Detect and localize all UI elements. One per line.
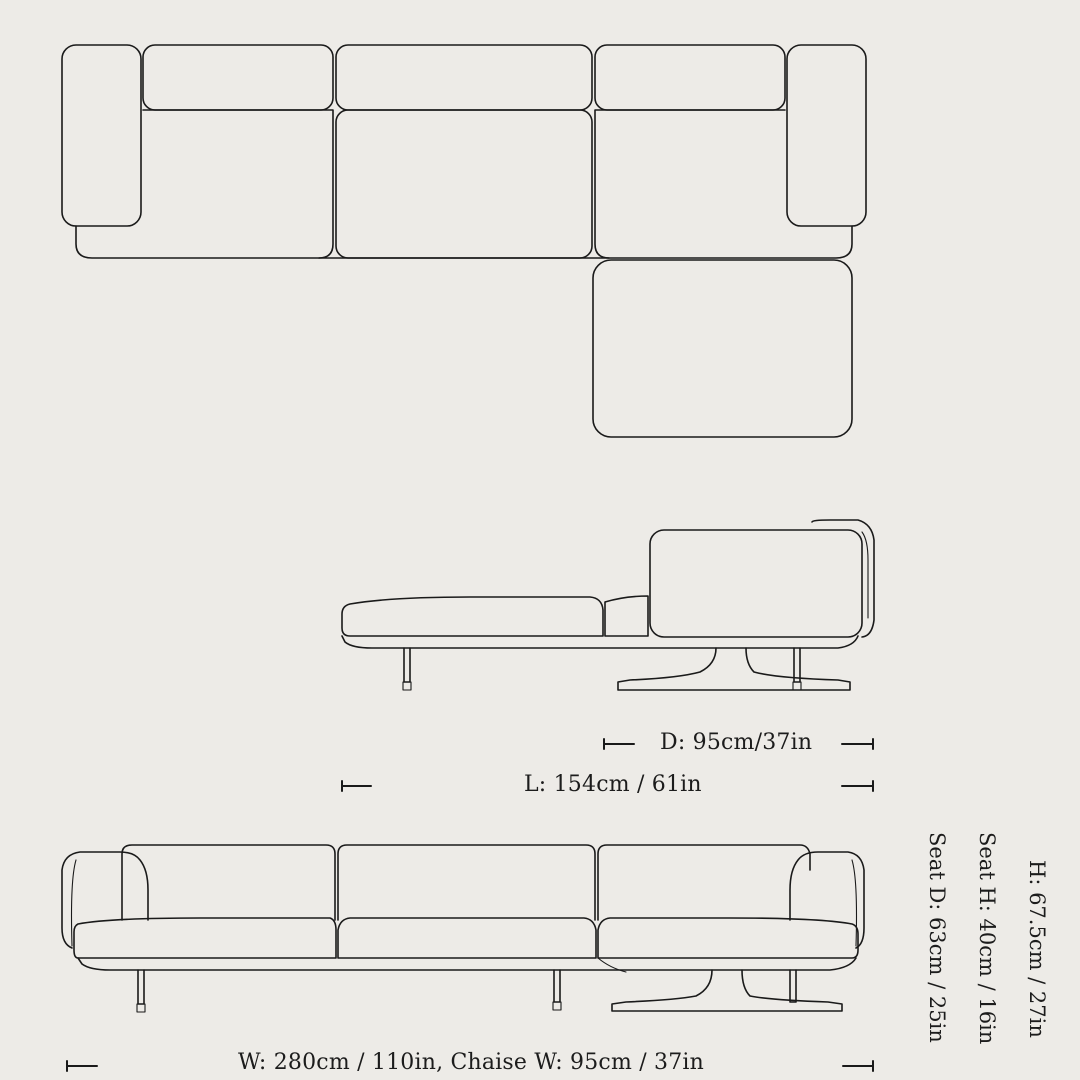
length-dim-left (342, 781, 371, 791)
front-pedestal (612, 970, 842, 1011)
width-dim-right (843, 1061, 873, 1071)
plan-right-armrest (787, 45, 866, 226)
side-rear-leg (794, 648, 800, 682)
front-back-cushion-2 (338, 845, 595, 920)
front-right-armrest (790, 852, 864, 948)
front-seat-cushion-3 (598, 918, 858, 958)
side-backrest (650, 530, 862, 637)
plan-left-armrest (62, 45, 141, 226)
dimension-lines (67, 739, 873, 1071)
depth-dim-right (842, 739, 873, 749)
length-dim-right (842, 781, 873, 791)
front-seat-cushion-1 (74, 918, 336, 958)
side-pedestal (618, 648, 850, 690)
front-elevation-view (62, 845, 864, 1012)
front-back-cushion-3 (598, 845, 810, 920)
side-chaise-cushion (342, 597, 603, 636)
width-label: W: 280cm / 110in, Chaise W: 95cm / 37in (238, 1050, 704, 1075)
depth-label: D: 95cm/37in (660, 730, 813, 755)
front-seat-cushion-2 (338, 918, 596, 958)
height-label: H: 67.5cm / 27in (1025, 860, 1049, 1038)
front-base (78, 958, 856, 970)
plan-back-cushion-3 (595, 45, 785, 110)
side-front-leg (404, 648, 410, 682)
width-dim-left (67, 1061, 97, 1071)
seat-height-label: Seat H: 40cm / 16in (975, 832, 999, 1045)
plan-back-cushion-1 (143, 45, 333, 110)
plan-seat-cushion-3 (595, 110, 785, 258)
side-elevation-view (342, 520, 874, 690)
seat-depth-label: Seat D: 63cm / 25in (925, 832, 949, 1043)
front-leg-right (790, 970, 796, 1002)
plan-seat-cushion-1 (143, 110, 333, 258)
plan-seat-base (76, 226, 852, 258)
length-label: L: 154cm / 61in (524, 772, 702, 797)
plan-chaise-cushion (593, 260, 852, 437)
plan-back-cushion-2 (336, 45, 592, 110)
top-plan-view (62, 45, 866, 437)
front-leg-middle (554, 970, 560, 1002)
front-leg-left (138, 970, 144, 1004)
plan-seat-cushion-2 (336, 110, 592, 258)
side-seat-cushion (605, 596, 648, 636)
depth-dim-left (604, 739, 634, 749)
front-back-cushion-1 (122, 845, 335, 920)
